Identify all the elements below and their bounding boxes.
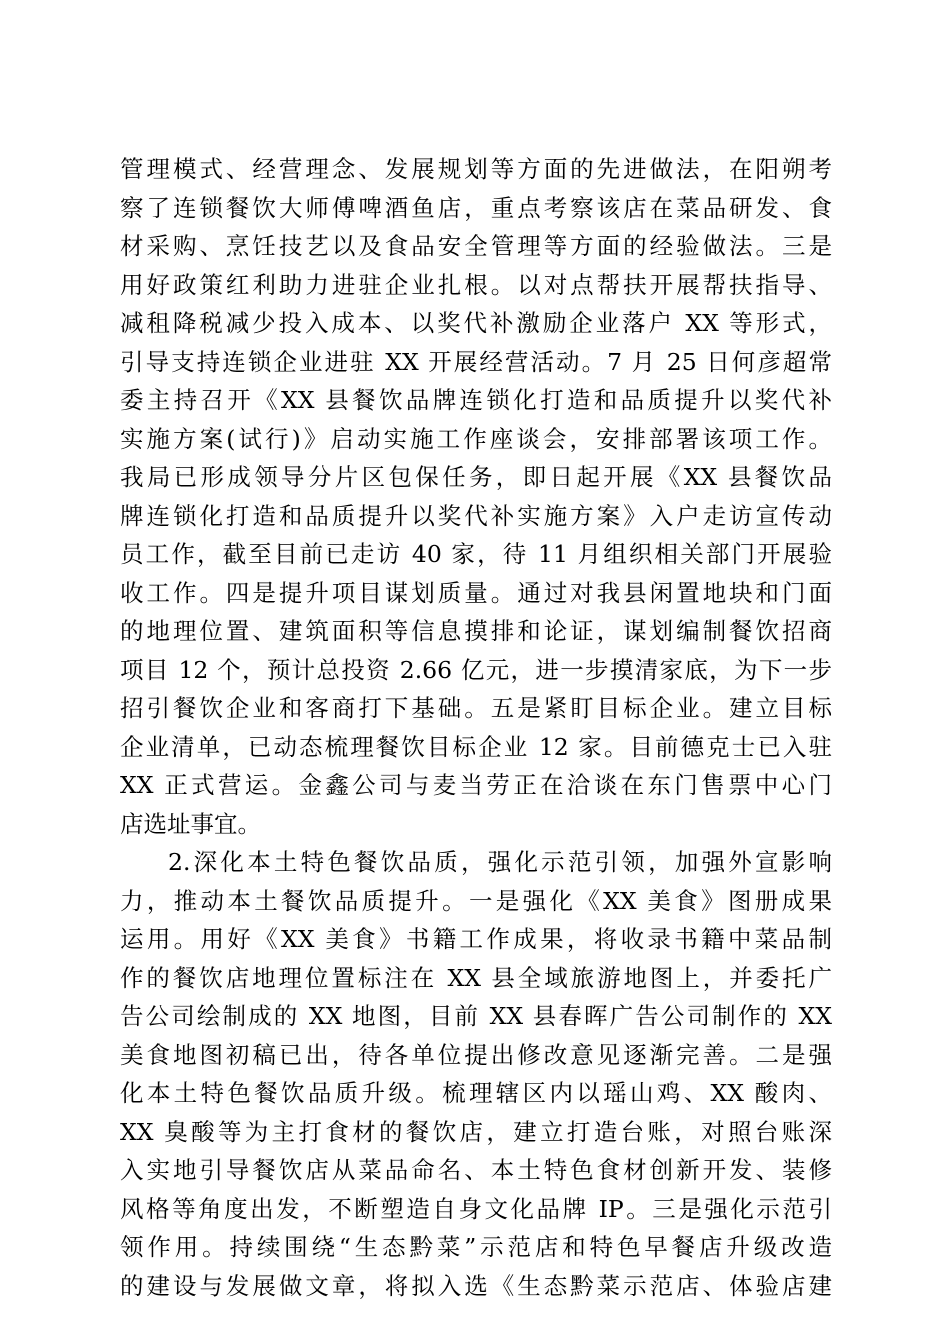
text-line: 风格等角度出发，不断塑造自身文化品牌 IP。三是强化示范引 (120, 1194, 832, 1223)
text-line: 项目 12 个，预计总投资 2.66 亿元，进一步摸清家底，为下一步 (120, 655, 832, 684)
text-line: 企业清单，已动态梳理餐饮目标企业 12 家。目前德克士已入驻 (120, 732, 832, 761)
text-line: XX 臭酸等为主打食材的餐饮店，建立打造台账，对照台账深 (120, 1117, 832, 1146)
text-line: 察了连锁餐饮大师傅啤酒鱼店，重点考察该店在菜品研发、食 (120, 193, 832, 222)
text-line: 招引餐饮企业和客商打下基础。五是紧盯目标企业。建立目标 (120, 694, 832, 722)
text-line: XX 正式营运。金鑫公司与麦当劳正在洽谈在东门售票中心门 (120, 771, 832, 799)
paragraph-2 (120, 843, 832, 1305)
text-line: 委主持召开《XX 县餐饮品牌连锁化打造和品质提升以奖代补 (120, 386, 832, 414)
text-line: 化本土特色餐饮品质升级。梳理辖区内以瑶山鸡、XX 酸肉、 (120, 1079, 832, 1107)
text-line: 的建设与发展做文章，将拟入选《生态黔菜示范店、体验店建 (120, 1271, 832, 1300)
text-line: 收工作。四是提升项目谋划质量。通过对我县闲置地块和门面 (120, 578, 832, 607)
text-line: 减租降税减少投入成本、以奖代补激励企业落户 XX 等形式， (120, 309, 832, 337)
text-line: 告公司绘制成的 XX 地图，目前 XX 县春晖广告公司制作的 XX (120, 1002, 832, 1030)
text-line: 实施方案(试行)》启动实施工作座谈会，安排部署该项工作。 (120, 424, 832, 453)
text-line: 2.深化本土特色餐饮品质，强化示范引领，加强外宣影响 (168, 848, 832, 876)
text-line: 引导支持连锁企业进驻 XX 开展经营活动。7 月 25 日何彦超常 (120, 347, 832, 376)
text-line: 作的餐饮店地理位置标注在 XX 县全域旅游地图上，并委托广 (120, 963, 832, 992)
document-body (120, 150, 832, 1305)
text-line: 领作用。持续围绕“生态黔菜”示范店和特色早餐店升级改造 (120, 1233, 832, 1261)
text-line: 用好政策红利助力进驻企业扎根。以对点帮扶开展帮扶指导、 (120, 270, 832, 299)
text-line: 员工作，截至目前已走访 40 家，待 11 月组织相关部门开展验 (120, 540, 832, 568)
text-line: 入实地引导餐饮店从菜品命名、本土特色食材创新开发、装修 (120, 1156, 832, 1184)
text-line: 力，推动本土餐饮品质提升。一是强化《XX 美食》图册成果 (120, 886, 832, 915)
text-line: 材采购、烹饪技艺以及食品安全管理等方面的经验做法。三是 (120, 232, 832, 260)
text-line: 店选址事宜。 (120, 809, 261, 838)
text-line: 的地理位置、建筑面积等信息摸排和论证，谋划编制餐饮招商 (120, 617, 832, 645)
text-line: 管理模式、经营理念、发展规划等方面的先进做法，在阳朔考 (120, 155, 832, 183)
text-line: 美食地图初稿已出，待各单位提出修改意见逐渐完善。二是强 (120, 1040, 832, 1069)
paragraph-1 (120, 150, 832, 843)
text-line: 运用。用好《XX 美食》书籍工作成果，将收录书籍中菜品制 (120, 925, 832, 953)
text-line: 我局已形成领导分片区包保任务，即日起开展《XX 县餐饮品 (120, 463, 832, 491)
text-line: 牌连锁化打造和品质提升以奖代补实施方案》入户走访宣传动 (120, 501, 832, 530)
